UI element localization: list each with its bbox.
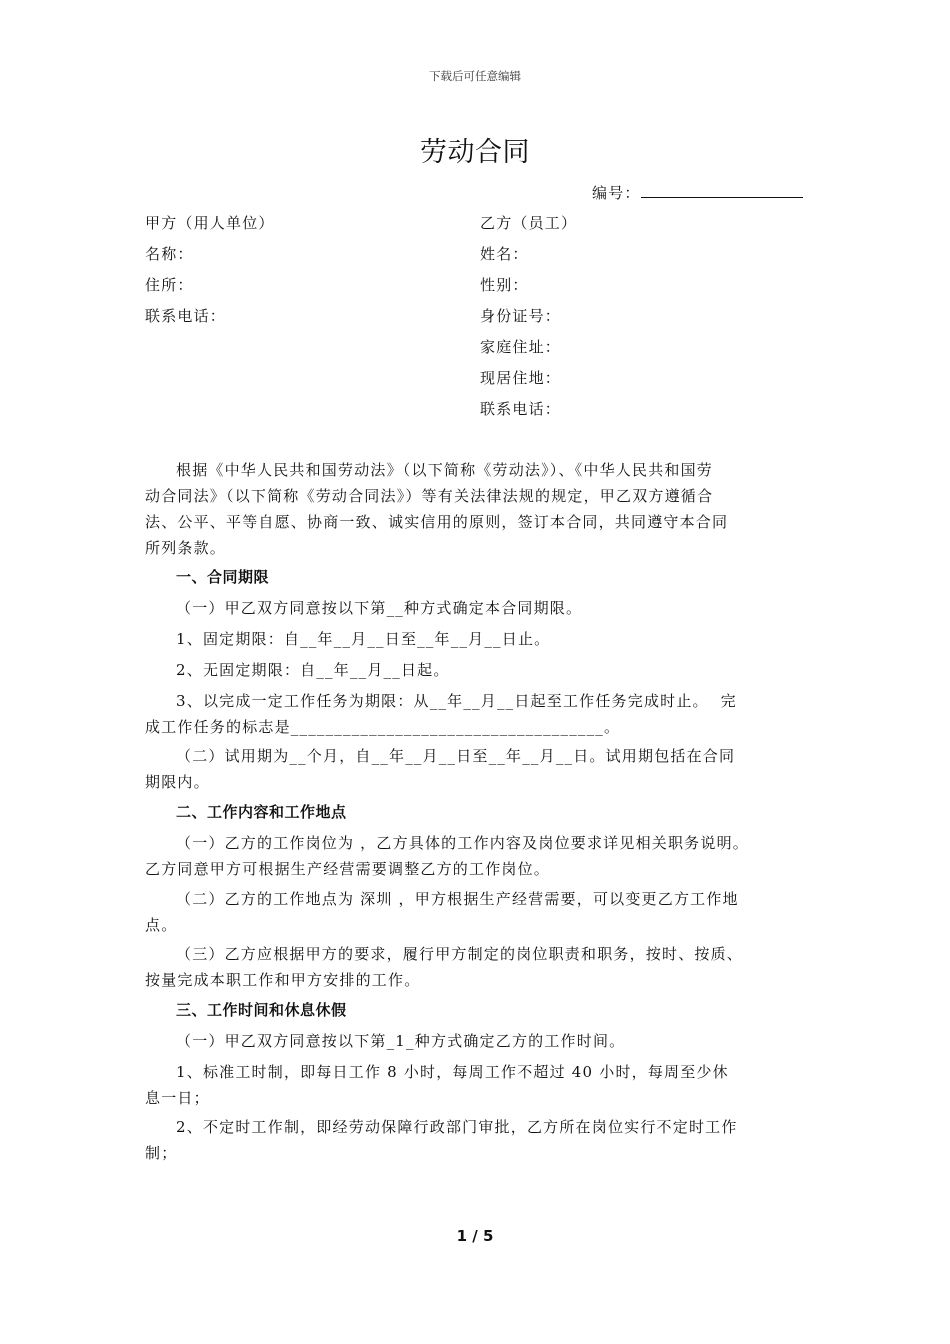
section-heading: 二、工作内容和工作地点 <box>176 803 347 821</box>
contract-number-blank <box>641 183 803 198</box>
clause-line: 成工作任务的标志是____________________________________。 <box>145 718 621 736</box>
clause-line: （二）试用期为__个月，自__年__月__日至__年__月__日。试用期包括在合同 <box>176 747 736 765</box>
clause-line: 2、不定时工作制，即经劳动保障行政部门审批，乙方所在岗位实行不定时工作 <box>176 1118 738 1136</box>
clause-line: 1、标准工时制，即每日工作 8 小时，每周工作不超过 40 小时，每周至少休 <box>176 1063 729 1081</box>
party-b-heading: 乙方（员工） <box>480 214 578 232</box>
clause-line: 1、固定期限：自__年__月__日至__年__月__日止。 <box>176 630 551 648</box>
preamble-line: 所列条款。 <box>145 539 227 557</box>
party-b-gender: 性别： <box>480 276 529 294</box>
clause-line: （二）乙方的工作地点为 深圳 ，甲方根据生产经营需要，可以变更乙方工作地 <box>176 890 739 908</box>
party-a-phone: 联系电话： <box>145 307 227 325</box>
contract-number <box>592 182 803 203</box>
party-b-name: 姓名： <box>480 245 529 263</box>
party-b-current-address: 现居住地： <box>480 369 562 387</box>
clause-line: 期限内。 <box>145 773 210 791</box>
party-a-heading: 甲方（用人单位） <box>145 214 275 232</box>
clause-line: 息一日； <box>145 1089 210 1107</box>
section-heading: 一、合同期限 <box>176 568 270 586</box>
party-b-home-address: 家庭住址： <box>480 338 562 356</box>
clause-line: 点。 <box>145 916 178 934</box>
preamble-line: 根据《中华人民共和国劳动法》（以下简称《劳动法》）、《中华人民共和国劳 <box>176 461 714 479</box>
header-note: 下载后可任意编辑 <box>429 69 521 83</box>
party-a-name: 名称： <box>145 245 194 263</box>
clause-line: （一）甲乙双方同意按以下第__种方式确定本合同期限。 <box>176 599 583 617</box>
clause-line: （一）乙方的工作岗位为 ，乙方具体的工作内容及岗位要求详见相关职务说明。 <box>176 834 749 852</box>
document-title: 劳动合同 <box>420 137 530 168</box>
preamble-line: 动合同法》（以下简称《劳动合同法》）等有关法律法规的规定，甲乙双方遵循合 <box>145 487 714 505</box>
clause-line: 按量完成本职工作和甲方安排的工作。 <box>145 971 421 989</box>
section-heading: 三、工作时间和休息休假 <box>176 1001 347 1019</box>
page-number: 1 / 5 <box>456 1227 494 1245</box>
clause-line: 制； <box>145 1144 178 1162</box>
preamble-line: 法、公平、平等自愿、协商一致、诚实信用的原则，签订本合同，共同遵守本合同 <box>145 513 729 531</box>
contract-number-label: 编号： <box>592 184 641 202</box>
party-b-id-number: 身份证号： <box>480 307 562 325</box>
party-b-phone: 联系电话： <box>480 400 562 418</box>
clause-line: 3、以完成一定工作任务为期限：从__年__月__日起至工作任务完成时止。 完 <box>176 692 737 710</box>
party-a-address: 住所： <box>145 276 194 294</box>
clause-line: 乙方同意甲方可根据生产经营需要调整乙方的工作岗位。 <box>145 860 551 878</box>
clause-line: （三）乙方应根据甲方的要求，履行甲方制定的岗位职责和职务，按时、按质、 <box>176 945 744 963</box>
clause-line: （一）甲乙双方同意按以下第_1_种方式确定乙方的工作时间。 <box>176 1032 626 1050</box>
clause-line: 2、无固定期限：自__年__月__日起。 <box>176 661 450 679</box>
